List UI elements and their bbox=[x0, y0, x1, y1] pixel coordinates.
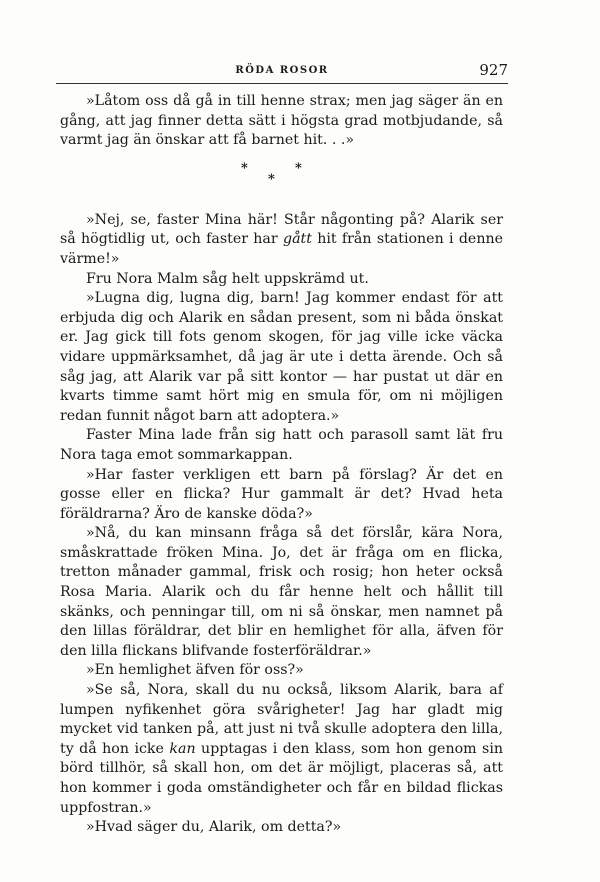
paragraph: »Har faster verkligen ett barn på förslag? Är det en gosse eller en flicka? Hur gammalt är det? Hvad heta föräldrarna? Äro de kanske döda?» bbox=[60, 466, 503, 522]
paragraph: »Se så, Nora, skall du nu också, liksom Alarik, bara af lumpen nyfikenhet göra svårigheter! Jag har gladt mig mycket vid tanken på, att just ni två skulle adoptera den lilla, ty då hon icke kan upptagas i den klass, som hon genom sin börd tillhör, så skall hon, om det är möjligt, placeras så, att hon kommer i goda omständigheter och får en bildad flickas uppfostran.» bbox=[60, 682, 504, 816]
page-number: 927 bbox=[479, 61, 508, 79]
paragraph: »Hvad säger du, Alarik, om detta?» bbox=[86, 819, 342, 836]
section-separator bbox=[60, 151, 503, 211]
running-header bbox=[56, 61, 508, 84]
paragraph: Faster Mina lade från sig hatt och parasoll samt lät fru Nora taga emot sommarkappan. bbox=[60, 427, 503, 463]
asterism-star: * bbox=[241, 160, 248, 176]
asterism-star: * bbox=[268, 171, 275, 187]
running-title: RÖDA ROSOR bbox=[235, 65, 329, 76]
page-body bbox=[60, 92, 503, 838]
paragraph: Fru Nora Malm såg helt uppskrämd ut. bbox=[86, 270, 369, 287]
paragraph: »Nej, se, faster Mina här! Står någonting på? Alarik ser så högtidlig ut, och faster har gått hit från stationen i denne värme!» bbox=[60, 211, 503, 267]
paragraph: »Nå, du kan minsann fråga så det förslår, kära Nora, småskrattade fröken Mina. Jo, det är fråga om en flicka, tretton månader gammal, frisk och rosig; hon heter också Rosa Maria. Alarik och du får henne helt och hållit till skänks, och penningar till, om ni så önskar, men namnet på den lillas föräldrar, det blir en hemlighet för alla, äfven för den lilla flickans blifvande fosterföräldrar.» bbox=[60, 525, 503, 659]
asterism-star: * bbox=[295, 160, 302, 176]
paragraph: »Lugna dig, lugna dig, barn! Jag kommer endast för att erbjuda dig och Alarik en sådan present, som ni båda önskat er. Jag gick till fots genom skogen, för jag ville icke väcka vidare uppmärksamhet, då jag är ute i detta ärende. Och så såg jag, att Alarik var på sitt kontor — har pustat ut där en kvarts timme samt hört mig en smula för, om ni möjligen redan funnit något barn att adoptera.» bbox=[60, 290, 503, 424]
emphasis: gått bbox=[282, 231, 312, 248]
paragraph: »En hemlighet äfven för oss?» bbox=[86, 662, 304, 679]
emphasis: kan bbox=[169, 740, 196, 757]
paragraph: »Låtom oss då gå in till henne strax; men jag säger än en gång, att jag finner detta sätt i högsta grad motbjudande, så varmt jag än önskar att få barnet hit. . .» bbox=[60, 93, 503, 149]
